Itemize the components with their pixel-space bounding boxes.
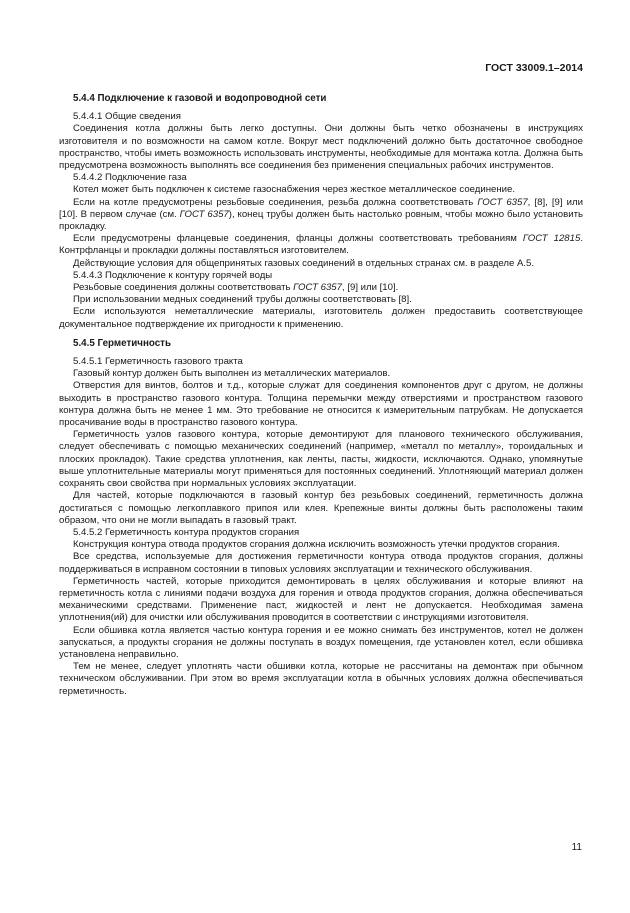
paragraph: Соединения котла должны быть легко доступны. Они должны быть четко обозначены в инструкциях изготовителя и по возможности на самом котле. Вокруг мест подключений должно быть достаточное свободное пространство, чтобы иметь возможность использовать инструменты, необходимые для монтажа котла. Должна быть предусмотрена возможность выполнять все соединения без применения специальных рабочих инструментов. xyxy=(59,123,583,172)
standard-reference: ГОСТ 6357 xyxy=(293,282,342,294)
text-run: Если предусмотрены фланцевые соединения, фланцы должны соответствовать требованиям xyxy=(73,233,523,245)
paragraph: Действующие условия для общепринятых газовых соединений в отдельных странах см. в разделе А.5. xyxy=(73,257,535,269)
page-number: 11 xyxy=(571,842,582,853)
paragraph: Отверстия для винтов, болтов и т.д., которые служат для соединения компонентов друг с другом, не должны выходить в пространство газового контура. Толщина перемычки между отверстиями и пространством газового контура должна быть не менее 1 мм. Это требование не относится к измерительным патрубкам. Не допускается просачивание воды в пространство газового контура. xyxy=(59,380,583,429)
paragraph: Котел может быть подключен к системе газоснабжения через жесткое металлическое соединение. xyxy=(73,184,516,196)
paragraph: Конструкция контура отвода продуктов сгорания должна исключить возможность утечки продуктов сгорания. xyxy=(73,539,560,551)
paragraph: Для частей, которые подключаются в газовый контур без резьбовых соединений, герметичность должна достигаться с помощью легкоплавкого припоя или клея. Крепежные винты должны быть расположены таким образом, что они не могли выпадать в газовый тракт. xyxy=(59,490,583,526)
paragraph: 5.4.4.3 Подключение к контуру горячей воды xyxy=(73,269,273,281)
text-run: Если на котле предусмотрены резьбовые соединения, резьба должна соответствовать xyxy=(73,196,478,208)
section-gap xyxy=(59,331,583,338)
text-run: , [8], [9] или [10]. В первом случае (см. xyxy=(59,196,583,220)
standard-reference: ГОСТ 6357 xyxy=(179,208,229,220)
section-5-4-4-title: 5.4.4 Подключение к газовой и водопроводной сети xyxy=(73,93,327,104)
paragraph: Все средства, используемые для достижения герметичности контура отвода продуктов сгорания, должны поддерживаться в исправном состоянии в типовых условиях эксплуатации и технического обслуживания. xyxy=(59,551,583,575)
paragraph: 5.4.4.1 Общие сведения xyxy=(73,111,181,123)
paragraph: 5.4.4.2 Подключение газа xyxy=(73,172,187,184)
standard-reference: ГОСТ 6357 xyxy=(477,196,528,208)
paragraph: 5.4.5.2 Герметичность контура продуктов сгорания xyxy=(73,526,300,538)
paragraph xyxy=(59,233,583,257)
text-run: , [9] или [10]. xyxy=(341,282,399,294)
paragraph xyxy=(59,282,583,294)
standard-reference: ГОСТ 12815 xyxy=(522,233,581,245)
paragraph: Если обшивка котла является частью контура горения и ее можно снимать без инструментов, котел не должен запускаться, а продукты сгорания не должны поступать в воздух помещения, где установлен котел, если обшивка установлена неправильно. xyxy=(59,624,583,660)
paragraph: Газовый контур должен быть выполнен из металлических материалов. xyxy=(73,368,391,380)
paragraph xyxy=(59,197,583,234)
paragraph: Герметичность узлов газового контура, которые демонтируют для планового технического обслуживания, следует обеспечивать с помощью механических соединений (например, «металл по металлу», тороидальных и плоских прокладок). Такие средства уплотнения, как ленты, пасты, жидкости, исключаются. Однако, упомянутые выше уплотнительные материалы могут применяться для постоянных соединений. Уплотняющий материал должен сохранять свои свойства при нормальных условиях эксплуатации. xyxy=(59,429,583,490)
paragraph: Герметичность частей, которые приходится демонтировать в целях обслуживания и которые влияют на герметичность котла с линиями подачи воздуха для горения и отвода продуктов сгорания, должна обеспечиваться механическими средствами. Применение паст, жидкостей и лент не допускается. Необходимая замена уплотнения(ий) для очистки или обслуживания проводится в соответствии с инструкциями изготовителя. xyxy=(59,575,583,624)
section-5-4-5-title: 5.4.5 Герметичность xyxy=(73,337,171,349)
standard-code-header: ГОСТ 33009.1–2014 xyxy=(485,62,583,74)
text-run: . Контрфланцы и прокладки должны поставляться изготовителем. xyxy=(59,233,583,257)
text-run: Резьбовые соединения должны соответствовать xyxy=(73,282,294,294)
page-content xyxy=(59,93,583,698)
paragraph: Тем не менее, следует уплотнять части обшивки котла, которые не рассчитаны на демонтаж при обычном техническом обслуживании. При этом во время эксплуатации котла в обычных условиях должна обеспечиваться герметичность. xyxy=(59,661,583,697)
text-run: ), конец трубы должен быть настолько ровным, чтобы можно было установить прокладку. xyxy=(59,208,583,233)
paragraph: При использовании медных соединений трубы должны соответствовать [8]. xyxy=(73,294,412,306)
paragraph: Если используются неметаллические материалы, изготовитель должен предоставить соответствующее документальное подтверждение их пригодности к применению. xyxy=(59,306,583,330)
paragraph: 5.4.5.1 Герметичность газового тракта xyxy=(73,356,243,368)
